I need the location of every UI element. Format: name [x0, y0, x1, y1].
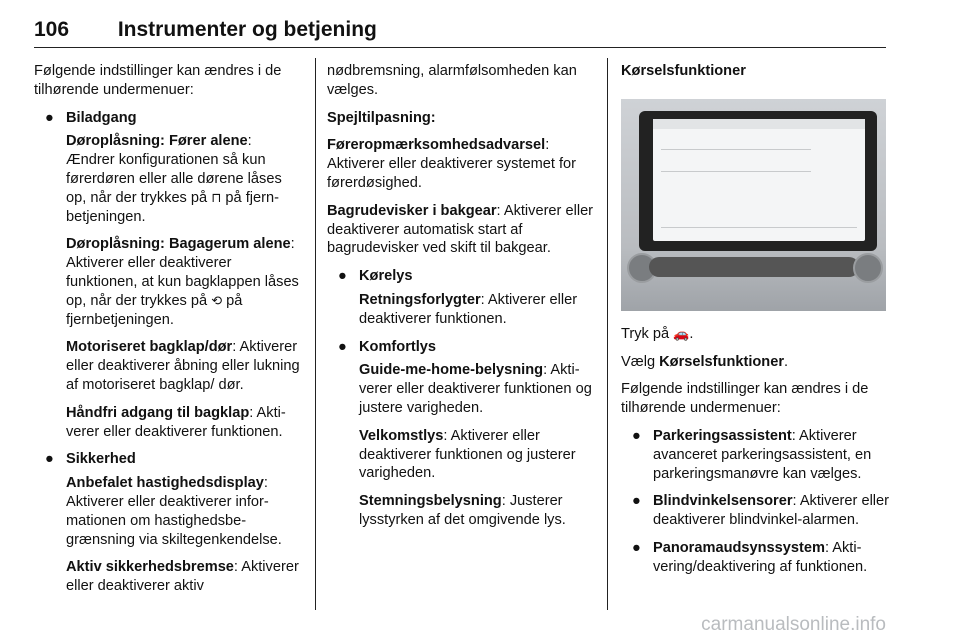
car-icon: 🚗 — [673, 325, 690, 341]
setting-item: Retningsforlygter: Aktiverer eller deaktiverer funktionen. — [359, 291, 578, 327]
section-title: Kørelys — [359, 268, 413, 285]
touchscreen-display — [653, 119, 865, 241]
bullet: ● — [45, 451, 54, 468]
setting-item: Guide-me-home-belysning: Aktiverer eller deaktiverer funktionen og justere varigheden. — [359, 362, 592, 416]
setting-item: Håndfri adgang til bagklap: Aktiverer eller deaktiverer funktionen. — [66, 404, 286, 440]
bullet: ● — [45, 109, 54, 126]
section-heading: Kørselsfunktioner — [621, 63, 746, 79]
intro-text: Følgende indstillinger kan ændres i de tilhørende undermenuer: — [621, 381, 869, 417]
subheading: Spejltilpasning: — [327, 109, 436, 126]
column-2 — [327, 62, 595, 539]
status-bar — [653, 119, 865, 129]
setting-item: Bagrudevisker i bakgear: Aktiverer eller deaktiverer automatisk start af bagrudevisker ved skift til bakgear. — [327, 202, 594, 257]
column-divider — [315, 58, 316, 610]
bullet: ● — [338, 338, 347, 355]
setting-item: Anbefalet hastighedsdisplay: Aktiverer eller deaktiverer informationen om hastighedsbegrænsning via skiltegenkendelse. — [66, 475, 282, 548]
setting-item: Aktiv sikkerhedsbremse: Aktiverer eller deaktiverer aktiv — [66, 559, 299, 595]
section-title: Biladgang — [66, 109, 137, 126]
list-item: ● Parkeringsassistent: Aktiverer avanceret parkeringsassistent, en parkeringsmanøvre kan vælges. — [632, 427, 872, 482]
list-item: ● Blindvinkelsensorer: Aktiverer eller deaktiverer blindvinkel-alarmen. — [632, 493, 890, 529]
key-fob-unlock-icon: ⊓ — [211, 189, 222, 205]
right-knob — [853, 253, 883, 283]
page-header — [34, 18, 377, 42]
setting-item: Motoriseret bagklap/dør: Aktiverer eller deaktiverer åbning eller lukning af motoriseret bagklap/ dør. — [66, 339, 300, 393]
continued-text: nødbremsning, alarmfølsomheden kan vælges. — [327, 63, 577, 98]
intro-text: Følgende indstillinger kan ændres i de tilhørende undermenuer: — [34, 63, 282, 98]
menu-row-divider — [661, 171, 811, 172]
button-strip — [649, 257, 859, 277]
header-rule — [34, 47, 886, 48]
instruction-text: Vælg Kørselsfunktioner. — [621, 353, 789, 370]
section-title: Sikkerhed — [66, 451, 136, 468]
section-sikkerhed — [34, 450, 304, 596]
setting-item: Døroplåsning: Fører alene: Ændrer konfigurationen så kun førerdøren eller alle dørene låses op, når der trykkes på ⊓ på fjernbetjeningen. — [66, 133, 282, 225]
bullet: ● — [338, 268, 347, 285]
column-1 — [34, 62, 304, 605]
menu-row-divider — [661, 227, 857, 228]
column-3 — [621, 62, 891, 586]
infotainment-photo — [621, 99, 886, 311]
instruction-text: Tryk på 🚗. — [621, 325, 694, 342]
section-biladgang — [34, 109, 304, 442]
section-title: Komfortlys — [359, 338, 437, 355]
section-komfortlys — [327, 338, 595, 530]
bullet: ● — [632, 427, 641, 444]
section-korelys — [327, 267, 595, 328]
setting-item: Døroplåsning: Bagagerum alene: Aktiverer eller deaktiverer funktionen, at kun bagklappen låses op, når der trykkes på ⟲ på fjernbetjeningen. — [66, 236, 299, 328]
list-item: ● Panoramaudsynssystem: Aktivering/deaktivering af funktionen. — [632, 539, 868, 575]
watermark: carmanualsonline.info — [701, 614, 886, 635]
column-divider — [607, 58, 608, 610]
setting-item: Stemningsbelysning: Justerer lysstyrken af det omgivende lys. — [359, 493, 566, 528]
tailgate-icon: ⟲ — [211, 292, 223, 308]
page-title: Instrumenter og betjening — [117, 18, 377, 41]
page-number: 106 — [34, 18, 70, 41]
bullet: ● — [632, 539, 641, 556]
bullet: ● — [632, 493, 641, 510]
setting-item: Føreropmærksomhedsadvarsel: Aktiverer eller deaktiverer systemet for førerdøsighed. — [327, 137, 576, 191]
menu-row-divider — [661, 149, 811, 150]
setting-item: Velkomstlys: Aktiverer eller deaktiverer funktionen og justerer varigheden. — [359, 427, 576, 482]
